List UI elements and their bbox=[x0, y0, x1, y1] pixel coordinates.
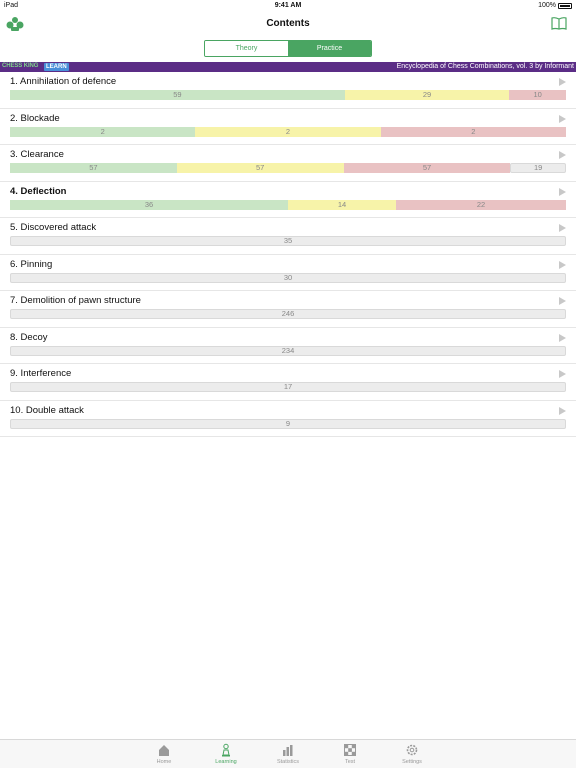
chapter-row[interactable] bbox=[0, 182, 576, 219]
chapter-title: 7. Demolition of pawn structure bbox=[10, 295, 141, 306]
clock: 9:41 AM bbox=[274, 2, 302, 9]
chapter-row[interactable] bbox=[0, 255, 576, 292]
book-icon[interactable] bbox=[551, 16, 567, 30]
play-icon[interactable] bbox=[559, 261, 566, 269]
progress-segment-yellow: 2 bbox=[195, 127, 380, 137]
page-title: Contents bbox=[266, 18, 310, 29]
theory-practice-segmented-control bbox=[204, 40, 372, 57]
statistics-icon bbox=[281, 743, 295, 757]
play-icon[interactable] bbox=[559, 224, 566, 232]
theory-tab[interactable]: Theory bbox=[205, 41, 288, 56]
tab-label: Settings bbox=[402, 759, 422, 765]
play-icon[interactable] bbox=[559, 297, 566, 305]
tab-test[interactable] bbox=[319, 740, 381, 768]
chapter-title: 1. Annihilation of defence bbox=[10, 76, 117, 87]
chapter-title: 8. Decoy bbox=[10, 331, 48, 343]
tab-label: Statistics bbox=[276, 759, 299, 765]
progress-bar bbox=[10, 236, 566, 246]
status-bar bbox=[0, 0, 576, 12]
tab-statistics[interactable] bbox=[257, 740, 319, 768]
progress-segment-red: 2 bbox=[381, 127, 566, 137]
progress-segment-green: 59 bbox=[10, 90, 345, 100]
chapter-title: 10. Double attack bbox=[10, 404, 84, 416]
chapter-row[interactable] bbox=[0, 291, 576, 328]
device-label: iPad bbox=[4, 2, 19, 9]
progress-segment-gray: 234 bbox=[10, 346, 566, 356]
chess-king-brand: CHESS KING bbox=[2, 63, 39, 69]
progress-bar bbox=[10, 309, 566, 319]
progress-bar bbox=[10, 382, 566, 392]
course-banner bbox=[0, 62, 576, 72]
practice-tab[interactable]: Practice bbox=[288, 41, 371, 56]
chapter-title: 5. Discovered attack bbox=[10, 222, 97, 233]
progress-segment-yellow: 57 bbox=[177, 163, 344, 173]
battery-percent: 100% bbox=[538, 2, 556, 9]
progress-segment-red: 10 bbox=[509, 90, 566, 100]
progress-bar bbox=[10, 90, 566, 100]
tab-settings[interactable] bbox=[381, 740, 443, 768]
chapter-title: 9. Interference bbox=[10, 368, 72, 379]
progress-bar bbox=[10, 419, 566, 429]
progress-bar bbox=[10, 163, 566, 173]
chapter-title: 6. Pinning bbox=[10, 258, 53, 270]
progress-segment-gray: 30 bbox=[10, 273, 566, 283]
progress-bar bbox=[10, 346, 566, 356]
chapter-row[interactable] bbox=[0, 145, 576, 182]
chessboard-icon bbox=[343, 743, 357, 757]
tab-bar bbox=[0, 739, 576, 768]
progress-segment-gray: 9 bbox=[10, 419, 566, 429]
tab-learning[interactable] bbox=[195, 740, 257, 768]
progress-segment-yellow: 29 bbox=[345, 90, 510, 100]
pawn-icon bbox=[219, 743, 233, 757]
chapter-row[interactable] bbox=[0, 401, 576, 438]
progress-segment-red: 22 bbox=[396, 200, 566, 210]
battery-indicator bbox=[538, 2, 572, 9]
progress-segment-yellow: 14 bbox=[288, 200, 396, 210]
chapter-list bbox=[0, 72, 576, 437]
learn-badge: LEARN bbox=[46, 64, 67, 70]
chapter-row[interactable] bbox=[0, 72, 576, 109]
chapter-row[interactable] bbox=[0, 364, 576, 401]
play-icon[interactable] bbox=[559, 370, 566, 378]
progress-segment-green: 2 bbox=[10, 127, 195, 137]
play-icon[interactable] bbox=[559, 188, 566, 196]
progress-segment-gray: 246 bbox=[10, 309, 566, 319]
progress-segment-green: 57 bbox=[10, 163, 177, 173]
progress-segment-gray: 17 bbox=[10, 382, 566, 392]
play-icon[interactable] bbox=[559, 151, 566, 159]
course-title: Encyclopedia of Chess Combinations, vol. 3 by Informant bbox=[396, 63, 574, 70]
play-icon[interactable] bbox=[559, 78, 566, 86]
chapter-title: 2. Blockade bbox=[10, 112, 60, 124]
chapter-row[interactable] bbox=[0, 218, 576, 255]
play-icon[interactable] bbox=[559, 407, 566, 415]
play-icon[interactable] bbox=[559, 334, 566, 342]
progress-bar bbox=[10, 200, 566, 210]
tab-label: Home bbox=[156, 759, 172, 765]
tab-label: Test bbox=[344, 759, 356, 765]
tab-label: Learning bbox=[215, 759, 237, 765]
tab-home[interactable] bbox=[133, 740, 195, 768]
play-icon[interactable] bbox=[559, 115, 566, 123]
chapter-row[interactable] bbox=[0, 109, 576, 146]
chapter-title: 3. Clearance bbox=[10, 149, 64, 160]
chapter-title: 4. Deflection bbox=[10, 185, 67, 197]
battery-icon bbox=[558, 3, 572, 9]
home-icon bbox=[157, 743, 171, 757]
chapter-row[interactable] bbox=[0, 328, 576, 365]
gear-icon bbox=[405, 743, 419, 757]
progress-segment-red: 57 bbox=[344, 163, 511, 173]
progress-bar bbox=[10, 273, 566, 283]
progress-segment-gray: 35 bbox=[10, 236, 566, 246]
progress-bar bbox=[10, 127, 566, 137]
progress-segment-gray: 19 bbox=[510, 163, 566, 173]
navigation-bar bbox=[0, 12, 576, 38]
progress-segment-green: 36 bbox=[10, 200, 288, 210]
